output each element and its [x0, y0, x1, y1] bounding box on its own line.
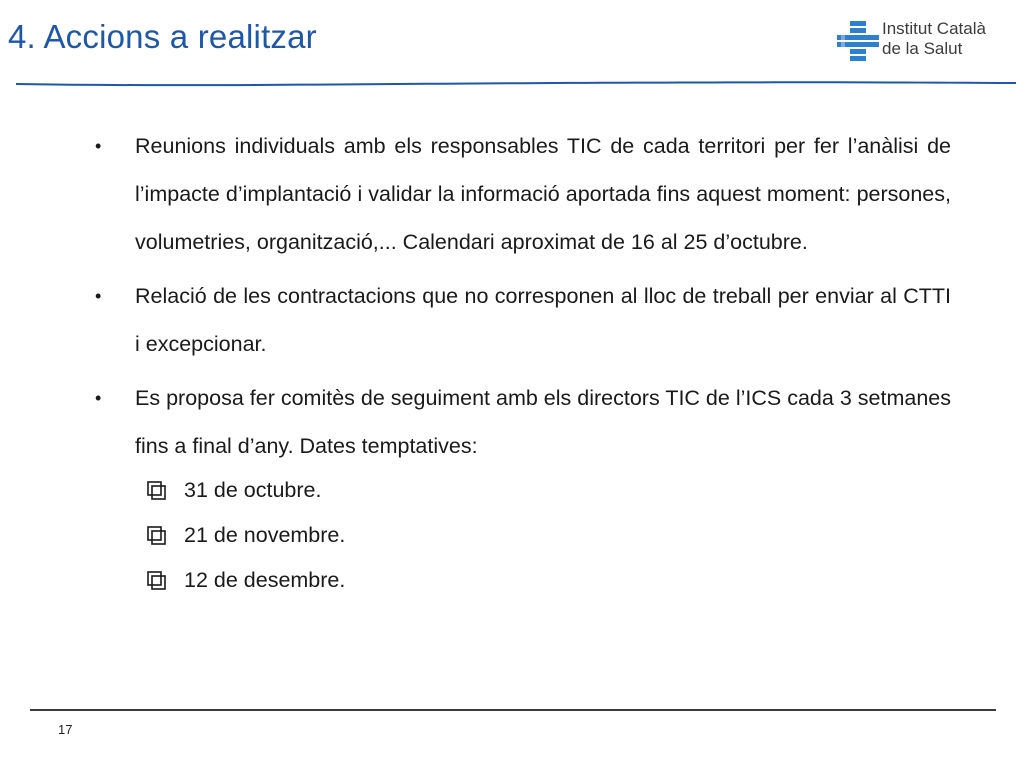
bullet-item	[93, 272, 951, 368]
slide-content	[93, 122, 951, 603]
bullet-text: Reunions individuals amb els responsables TIC de cada territori per fer l’anàlisi de l’impacte d’implantació i validar la informació aportada fins aquest moment: persones, volumetries, organització,... Calendari aproximat de 16 al 25 d’octubre.	[135, 134, 951, 254]
footer-divider	[30, 709, 996, 711]
page-number: 17	[58, 722, 73, 737]
logo-text	[882, 19, 986, 59]
date-item	[147, 468, 951, 513]
health-cross-logo-icon	[836, 20, 880, 64]
bullet-text: Es proposa fer comitès de seguiment amb els directors TIC de l’ICS cada 3 setmanes fins a final d’any. Dates temptatives:	[135, 386, 951, 458]
title-underline	[16, 78, 1016, 88]
date-text: 12 de desembre.	[184, 568, 346, 592]
date-text: 31 de octubre.	[184, 478, 322, 502]
date-item	[147, 558, 951, 603]
logo-text-line-1: Institut Català	[882, 19, 986, 38]
date-text: 21 de novembre.	[184, 523, 346, 547]
date-item	[147, 513, 951, 558]
square-bullet-icon	[147, 526, 166, 545]
bullet-dot-icon: •	[95, 388, 102, 408]
bullet-dot-icon: •	[95, 286, 102, 306]
bullet-item	[93, 374, 951, 470]
slide-title: 4. Accions a realitzar	[8, 18, 317, 55]
institut-catala-salut-logo	[836, 18, 1006, 68]
square-bullet-icon	[147, 571, 166, 590]
square-bullet-icon	[147, 481, 166, 500]
bullet-text: Relació de les contractacions que no corresponen al lloc de treball per enviar al CTTI i excepcionar.	[135, 284, 951, 356]
logo-text-line-2: de la Salut	[882, 39, 963, 58]
bullet-dot-icon: •	[95, 136, 102, 156]
bullet-item	[93, 122, 951, 266]
dates-list	[147, 468, 951, 603]
